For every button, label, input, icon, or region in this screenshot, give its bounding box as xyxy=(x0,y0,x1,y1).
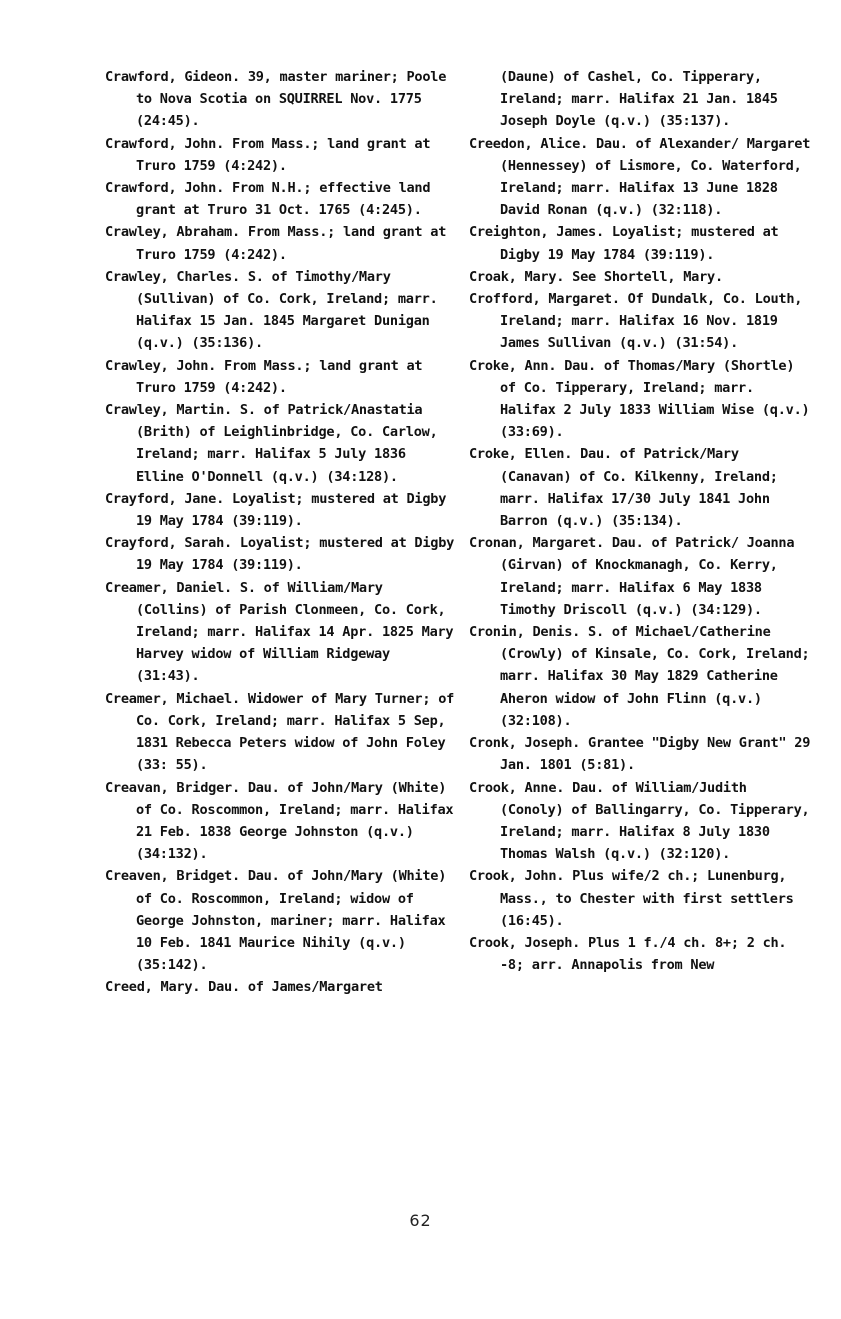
entry: Cronin, Denis. S. of Michael/Catherine (Crowly) of Kinsale, Co. Cork, Ireland; marr. Halifax 30 May 1829 Catherine Aheron widow of John Flinn (q.v.) (32:108). xyxy=(469,624,810,729)
entry: Creighton, James. Loyalist; mustered at Digby 19 May 1784 (39:119). xyxy=(469,224,779,263)
entry: Crook, Joseph. Plus 1 f./4 ch. 8+; 2 ch. -8; arr. Annapolis from New xyxy=(469,934,787,974)
entry: Creedon, Alice. Dau. of Alexander/ Margaret (Hennessey) of Lismore, Co. Waterford, Ireland; marr. Halifax 13 June 1828 David Ronan (q.v.) (32:118). xyxy=(469,135,811,219)
entry: Crofford, Margaret. Of Dundalk, Co. Louth, Ireland; marr. Halifax 16 Nov. 1819 James Sullivan (q.v.) (31:54). xyxy=(469,291,803,352)
entry: Creamer, Daniel. S. of William/Mary (Collins) of Parish Clonmeen, Co. Cork, Ireland; marr. Halifax 14 Apr. 1825 Mary Harvey widow of William Ridgeway (31:43). xyxy=(105,579,454,685)
entry: Creaven, Bridget. Dau. of John/Mary (White) of Co. Roscommon, Ireland; widow of George Johnston, mariner; marr. Halifax 10 Feb. 1841 Maurice Nihily (q.v.) (35:142). xyxy=(105,868,447,974)
left-column xyxy=(105,66,455,999)
entry: Crawley, Abraham. From Mass.; land grant at Truro 1759 (4:242). xyxy=(105,224,447,263)
entry: Croak, Mary. See Shortell, Mary. xyxy=(469,268,723,285)
entry: Croke, Ann. Dau. of Thomas/Mary (Shortle) of Co. Tipperary, Ireland; marr. Halifax 2 July 1833 William Wise (q.v.) (33:69). xyxy=(469,357,810,441)
entry: Crawford, Gideon. 39, master mariner; Poole to Nova Scotia on SQUIRREL Nov. 1775 (24:45). xyxy=(105,69,447,130)
right-column xyxy=(469,66,814,976)
entry: Crawley, Charles. S. of Timothy/Mary (Sullivan) of Co. Cork, Ireland; marr. Halifax 15 Jan. 1845 Margaret Dunigan (q.v.) (35:136). xyxy=(105,268,438,352)
entry: Crayford, Jane. Loyalist; mustered at Digby 19 May 1784 (39:119). xyxy=(105,490,447,530)
entry: Creavan, Bridger. Dau. of John/Mary (White) of Co. Roscommon, Ireland; marr. Halifax 21 Feb. 1838 George Johnston (q.v.) (34:132). xyxy=(105,779,454,863)
entry: Creed, Mary. Dau. of James/Margaret xyxy=(105,979,383,996)
entry-continuation: (Daune) of Cashel, Co. Tipperary, Ireland; marr. Halifax 21 Jan. 1845 Joseph Doyle (q.v.) (35:137). xyxy=(500,69,778,130)
entry: Crook, John. Plus wife/2 ch.; Lunenburg, Mass., to Chester with first settlers (16:45). xyxy=(469,868,794,929)
page-number: 62 xyxy=(409,1211,432,1230)
entry: Crawford, John. From N.H.; effective land grant at Truro 31 Oct. 1765 (4:245). xyxy=(105,180,431,219)
entry: Cronk, Joseph. Grantee "Digby New Grant" 29 Jan. 1801 (5:81). xyxy=(469,735,811,774)
entry: Crawford, John. From Mass.; land grant at Truro 1759 (4:242). xyxy=(105,135,431,174)
entry: Crayford, Sarah. Loyalist; mustered at Digby 19 May 1784 (39:119). xyxy=(105,535,455,574)
entry: Croke, Ellen. Dau. of Patrick/Mary (Canavan) of Co. Kilkenny, Ireland; marr. Halifax 17/30 July 1841 John Barron (q.v.) (35:134). xyxy=(469,446,778,530)
entry: Cronan, Margaret. Dau. of Patrick/ Joanna (Girvan) of Knockmanagh, Co. Kerry, Ireland; marr. Halifax 6 May 1838 Timothy Driscoll (q.v.) (34:129). xyxy=(469,535,795,618)
entry: Crawley, John. From Mass.; land grant at Truro 1759 (4:242). xyxy=(105,357,423,396)
entry: Crook, Anne. Dau. of William/Judith (Conoly) of Ballingarry, Co. Tipperary, Ireland; marr. Halifax 8 July 1830 Thomas Walsh (q.v.) (32:120). xyxy=(469,779,810,863)
entry: Creamer, Michael. Widower of Mary Turner; of Co. Cork, Ireland; marr. Halifax 5 Sep, 1831 Rebecca Peters widow of John Foley (33: 55). xyxy=(105,690,455,774)
entry: Crawley, Martin. S. of Patrick/Anastatia (Brith) of Leighlinbridge, Co. Carlow, Ireland; marr. Halifax 5 July 1836 Elline O'Donnell (q.v.) (34:128). xyxy=(105,402,438,485)
